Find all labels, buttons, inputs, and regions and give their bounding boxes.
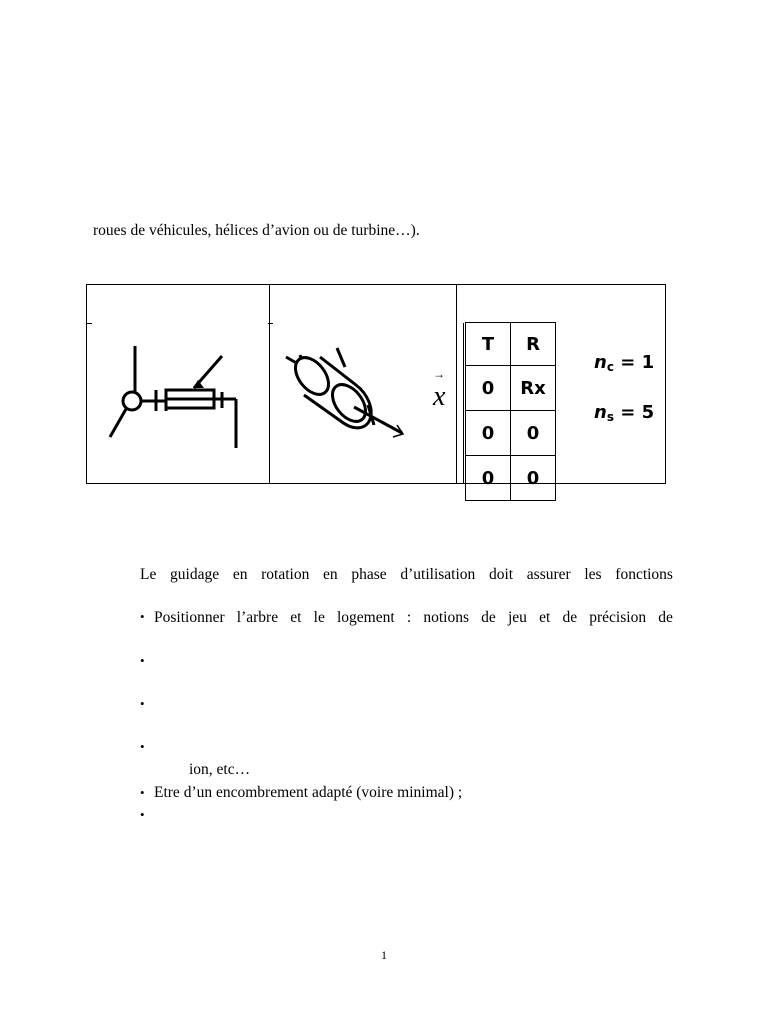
word: de [658,609,673,626]
bullet-icon: • [140,696,145,711]
bullet-item [140,806,154,824]
word: et [539,609,551,626]
table-cell: Rx [511,366,556,411]
word: de [562,609,578,626]
word: phase [351,566,387,583]
table-cell: 0 [466,411,511,456]
word: en [323,566,338,583]
word: rotation [261,566,310,583]
ns-subscript: s [606,410,614,424]
word: jeu [507,609,527,626]
table-cell: 0 [511,411,556,456]
table-cell: 0 [466,456,511,501]
ns-value [594,402,654,424]
table-row [466,411,556,456]
nc-subscript: c [606,360,614,374]
bullet-text [154,609,673,627]
table-cell: 0 [466,366,511,411]
x-vector-label [433,368,455,418]
vector-letter: x [433,381,446,412]
header-r: R [511,323,556,366]
word: d’utilisation [400,566,476,583]
figure-divider [269,285,270,483]
figure-tick [268,323,273,324]
word: précision [589,609,647,626]
bullet-text: Etre d’un encombrement adapté (voire minimal) ; [154,784,463,801]
word: le [313,609,325,626]
figure-tick [87,323,92,324]
bullet-icon: • [140,653,145,668]
nc-symbol: n [594,352,607,373]
table-row [466,456,556,501]
dof-table [465,322,556,501]
continuation-text: ion, etc… [189,761,251,778]
word: en [232,566,248,583]
bullet-item [140,695,154,713]
bullet-icon: • [140,785,145,800]
word: l’arbre [236,609,279,626]
table-edge-line [463,323,464,483]
word: logement [337,609,395,626]
word: doit [488,566,514,583]
bullet-item [140,609,673,627]
word: assurer [526,566,571,583]
header-t: T [466,323,511,366]
bullet-icon: • [140,807,145,822]
vector-arrow-icon: → [433,367,445,381]
cylinder-joint-icon [280,345,420,445]
figure-divider [456,285,457,483]
table-row [466,366,556,411]
nc-value [594,352,654,374]
table-cell: 0 [511,456,556,501]
word: et [290,609,302,626]
bullet-icon: • [140,609,145,624]
word: : [406,609,412,626]
bullet-item [140,652,154,670]
word: Le [140,566,157,583]
word: fonctions [615,566,673,583]
table-header-row [466,323,556,366]
ns-number: = 5 [620,402,655,423]
intro-line: roues de véhicules, hélices d’avion ou de turbine…). [93,222,420,239]
word: les [584,566,602,583]
word: de [481,609,496,626]
nc-number: = 1 [620,352,655,373]
word: Positionner [154,609,225,626]
bullet-item [140,784,462,802]
kinematic-schema-icon [100,340,250,455]
bullet-item [140,738,154,756]
bullet-icon: • [140,739,145,754]
ns-symbol: n [594,402,607,423]
functions-paragraph [140,566,673,584]
page-number: 1 [381,948,387,962]
word: guidage [170,566,220,583]
word: notions [423,609,469,626]
